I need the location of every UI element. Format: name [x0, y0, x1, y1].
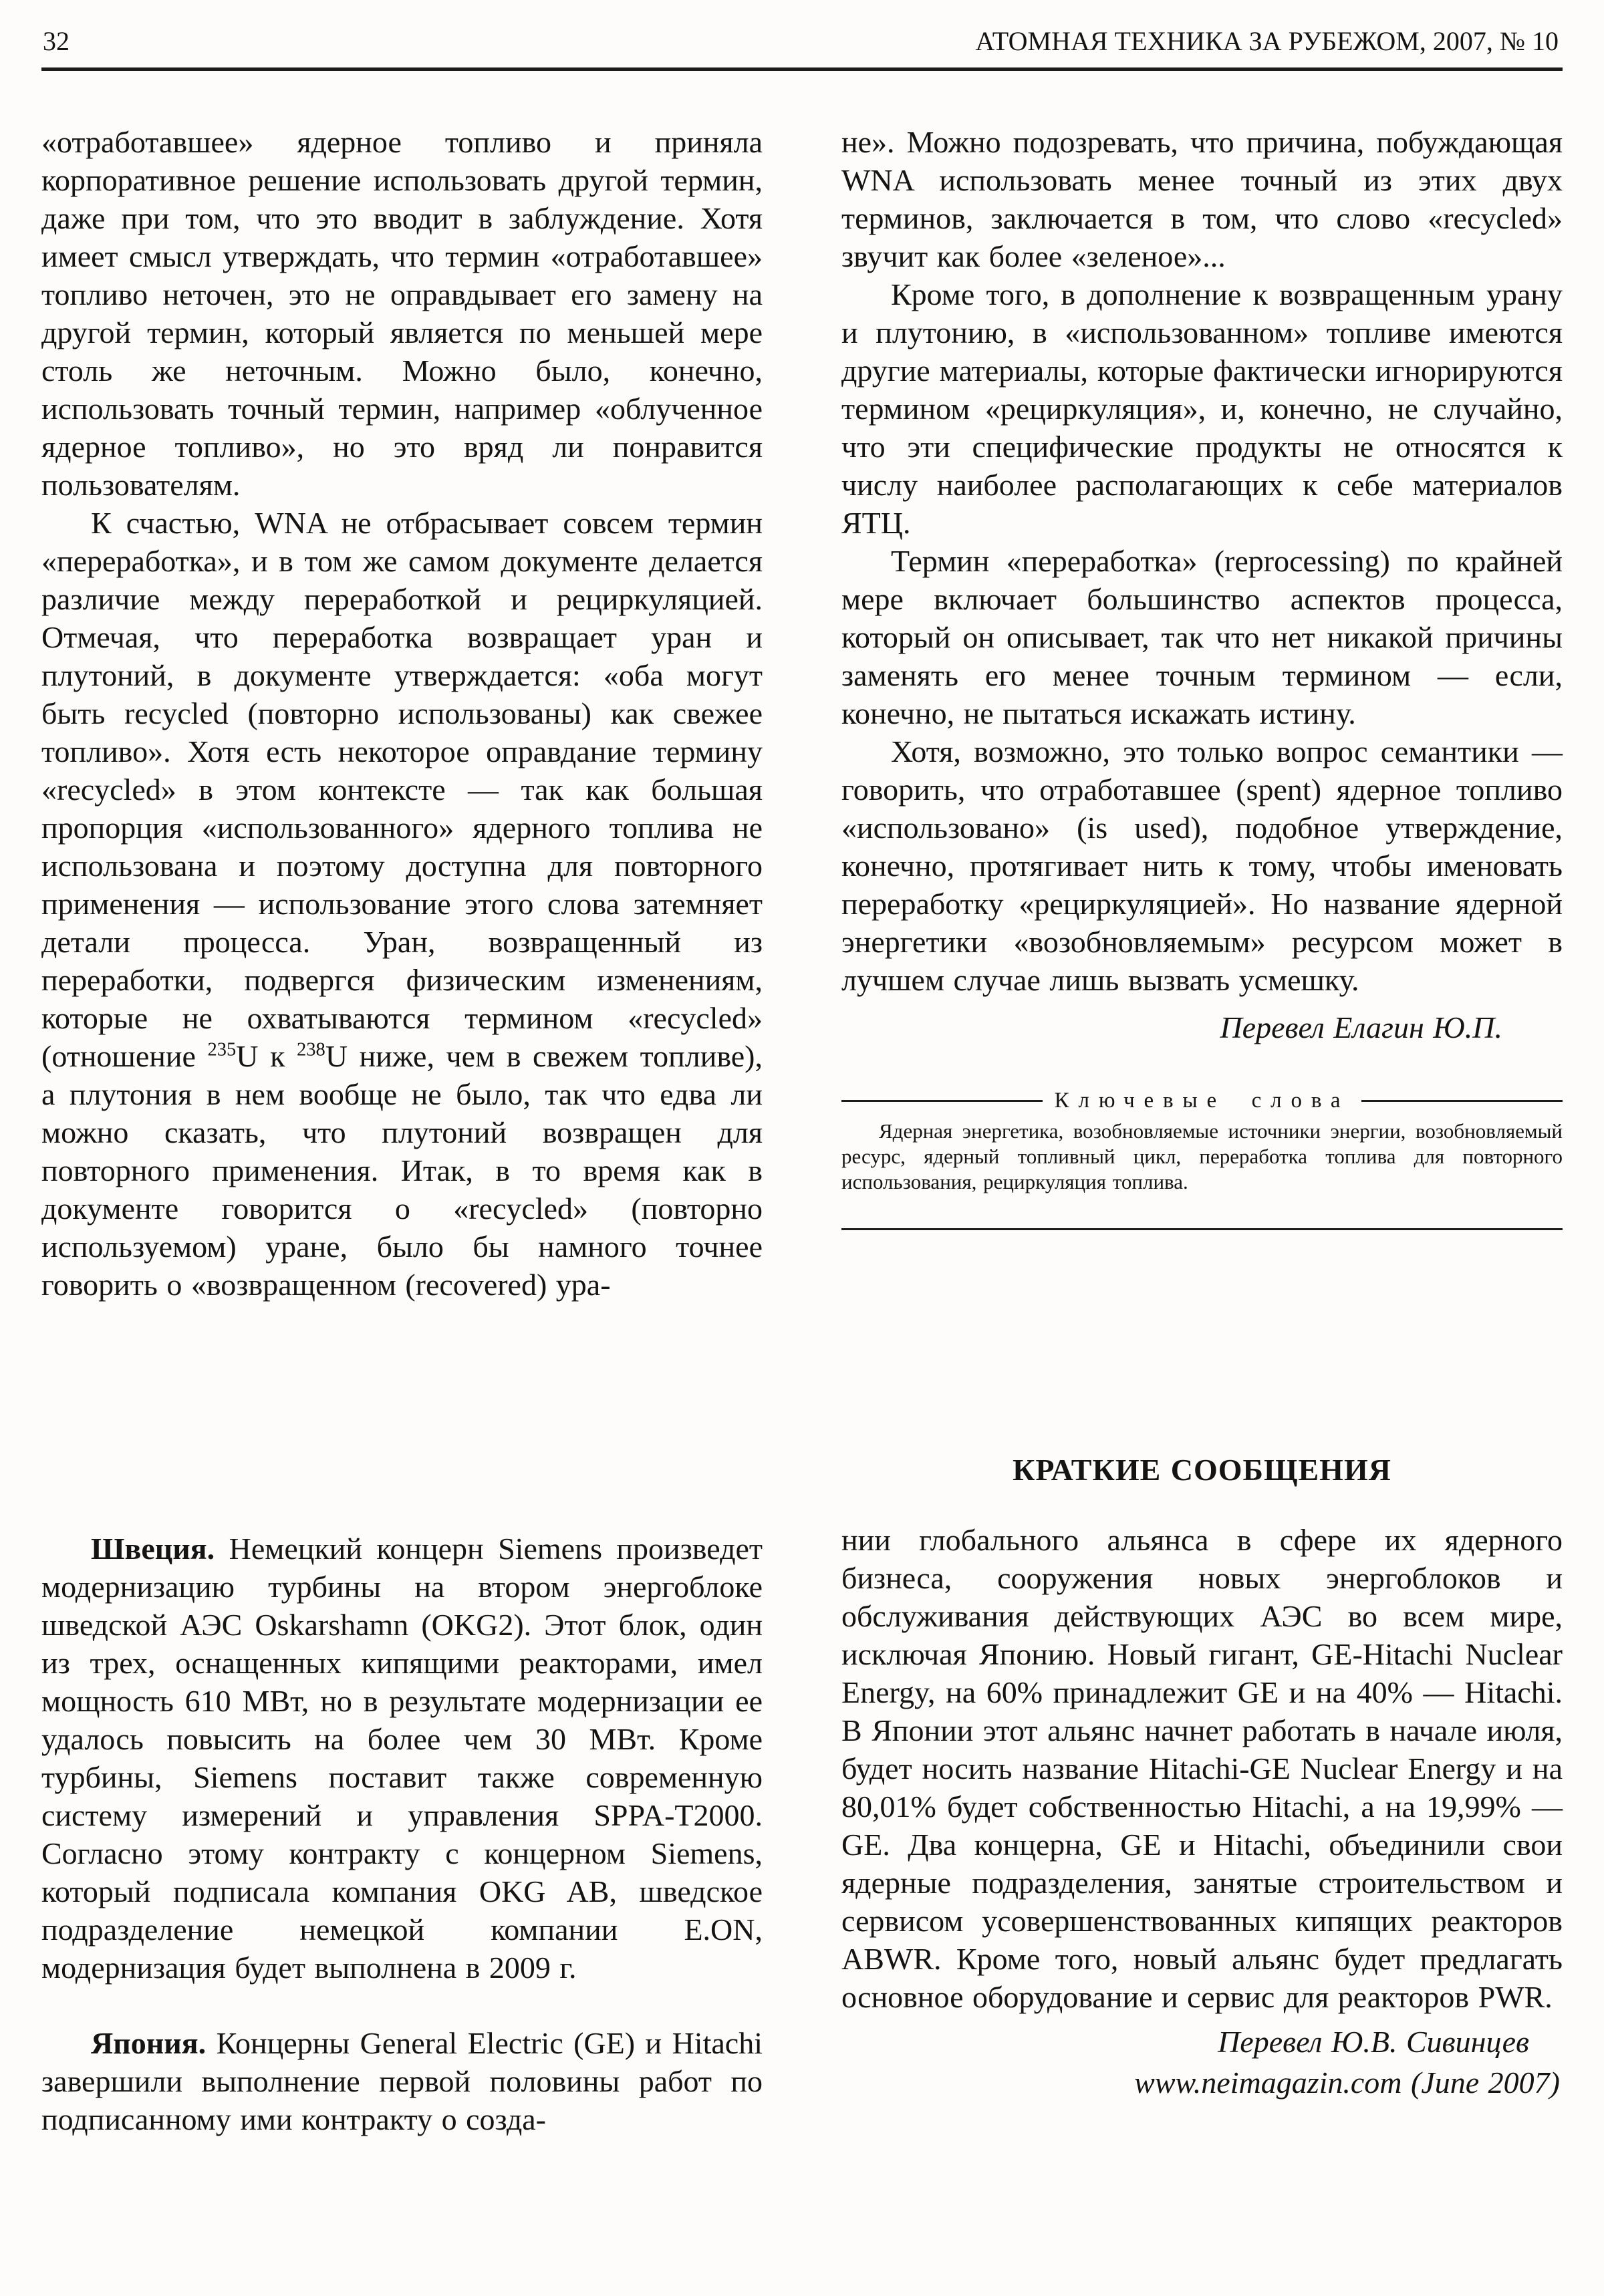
article-paragraph-continuation: «отработавшее» ядерное топливо и приняла корпоративное решение использовать другой термин, даже при том, что это вводит в заблуждение. Хотя имеет смысл утверждать, что термин «отработавшее» топливо неточен, это не оправдывает его замену на другой термин, который является по меньшей мере столь же неточным. Можно было, конечно, использовать точный термин, например «облученное ядерное топливо», но это вряд ли понравится пользователям.	[41, 125, 763, 502]
keywords-section	[841, 1088, 1563, 1230]
news-japan-continuation: нии глобального альянса в сфере их ядерного бизнеса, сооружения новых энергоблоков и обслуживания действующих АЭС во всем мире, исключая Японию. Новый гигант, GE-Hitachi Nuclear Energy, на 60% принадлежит GE и на 40% — Hitachi. В Японии этот альянс начнет работать в начале июля, будет носить название Hitachi-GE Nuclear Energy и на 80,01% будет собственностью Hitachi, а на 19,99% — GE. Два концерна, GE и Hitachi, объединили свои ядерные подразделения, занятые строительством и сервисом усовершенствованных кипящих реакторов ABWR. Кроме того, новый альянс будет предлагать основное оборудование и сервис для реакторов PWR.	[841, 1523, 1563, 2014]
article-paragraph: Термин «переработка» (reprocessing) по крайней мере включает большинство аспектов процесса, который он описывает, так что нет никакой причины заменять его менее точным термином — если, конечно, не пытаться искажать истину.	[841, 544, 1563, 730]
translator-credit: Перевел Ю.В. Сивинцев	[1218, 2025, 1529, 2059]
isotope-238-superscript: 238	[297, 1039, 325, 1060]
source-url: www.neimagazin.com (June 2007)	[1134, 2065, 1560, 2100]
page-header	[41, 19, 1563, 67]
article-paragraph: Кроме того, в дополнение к возвращенным урану и плутонию, в «использованном» топливе имеются другие материалы, которые фактически игнорируются термином «рециркуляция», и, конечно, не случайно, что эти специфические продукты не относятся к числу наиболее располагающих к себе материалов ЯТЦ.	[841, 277, 1563, 540]
isotope-235-superscript: 235	[207, 1039, 237, 1060]
left-column	[41, 123, 763, 2138]
news-text-japan: Концерны General Electric (GE) и Hitachi завершили выполнение первой половины работ по подписанному ими контракту о созда-	[41, 2026, 763, 2136]
paragraph-text: U ниже, чем в свежем топливе), а плутония в нем вообще не было, так что едва ли можно сказать, что плутоний возвращен для повторного применения. Итак, в то время как в документе говорится о «recycled» (повторно используемом) уране, было бы намного точнее говорить о «возвращенном (recovered) ура-	[41, 1039, 763, 1302]
two-column-layout	[41, 123, 1563, 2138]
article-paragraph-continuation: не». Можно подозревать, что причина, побуждающая WNA использовать менее точный из этих двух терминов, заключается в том, что слово «recycled» звучит как более «зеленое»...	[841, 125, 1563, 273]
country-label-sweden: Швеция.	[91, 1532, 215, 1566]
article-paragraph: Хотя, возможно, это только вопрос семантики — говорить, что отработавшее (spent) ядерное топливо «использовано» (is used), подобное утверждение, конечно, протягивает нить к тому, чтобы именовать переработку «рециркуляцией». Но название ядерной энергетики «возобновляемым» ресурсом может в лучшем случае лишь вызвать усмешку.	[841, 734, 1563, 997]
keywords-bottom-divider	[841, 1228, 1563, 1230]
news-item-japan	[41, 2024, 763, 2138]
keywords-header	[841, 1088, 1563, 1113]
paragraph-text: U к	[236, 1039, 297, 1073]
page-number: 32	[43, 26, 70, 56]
country-label-japan: Япония.	[91, 2026, 207, 2060]
journal-title: АТОМНАЯ ТЕХНИКА ЗА РУБЕЖОМ, 2007, № 10	[975, 26, 1559, 56]
keywords-rule-left	[841, 1100, 1043, 1102]
article-paragraph	[41, 504, 763, 1304]
news-item-sweden	[41, 1530, 763, 1987]
keywords-rule-right	[1361, 1100, 1563, 1102]
translator-credit: Перевел Елагин Ю.П.	[1220, 1010, 1502, 1044]
keywords-text: Ядерная энергетика, возобновляемые источники энергии, возобновляемый ресурс, ядерный топливный цикл, переработка топлива для повторного использования, рециркуляция топлива.	[841, 1119, 1563, 1193]
news-text-sweden: Немецкий концерн Siemens произведет модернизацию турбины на втором энергоблоке шведской АЭС Oskarshamn (OKG2). Этот блок, один из трех, оснащенных кипящими реакторами, имел мощность 610 МВт, но в результате модернизации ее удалось повысить на более чем 30 МВт. Кроме турбины, Siemens поставит также современную систему измерений и управления SPPA-T2000. Согласно этому контракту с концерном Siemens, который подписала компания OKG AB, шведское подразделение немецкой компании E.ON, модернизация будет выполнена в 2009 г.	[41, 1532, 763, 1985]
paragraph-text: К счастью, WNA не отбрасывает совсем термин «переработка», и в том же самом документе делается различие между переработкой и рециркуляцией. Отмечая, что переработка возвращает уран и плутоний, в документе утверждается: «оба могут быть recycled (повторно использованы) как свежее топливо». Хотя есть некоторое оправдание термину «recycled» в этом контексте — так как большая пропорция «использованного» ядерного топлива не использована и поэтому доступна для повторного применения — использование этого слова затемняет детали процесса. Уран, возвращенный из переработки, подвергся физическим изменениям, которые не охватываются термином «recycled» (отношение	[41, 506, 763, 1073]
right-column	[841, 123, 1563, 2138]
keywords-title: Ключевые слова	[1054, 1089, 1350, 1113]
section-title-short-news: КРАТКИЕ СООБЩЕНИЯ	[1013, 1453, 1391, 1487]
header-divider	[41, 67, 1563, 71]
